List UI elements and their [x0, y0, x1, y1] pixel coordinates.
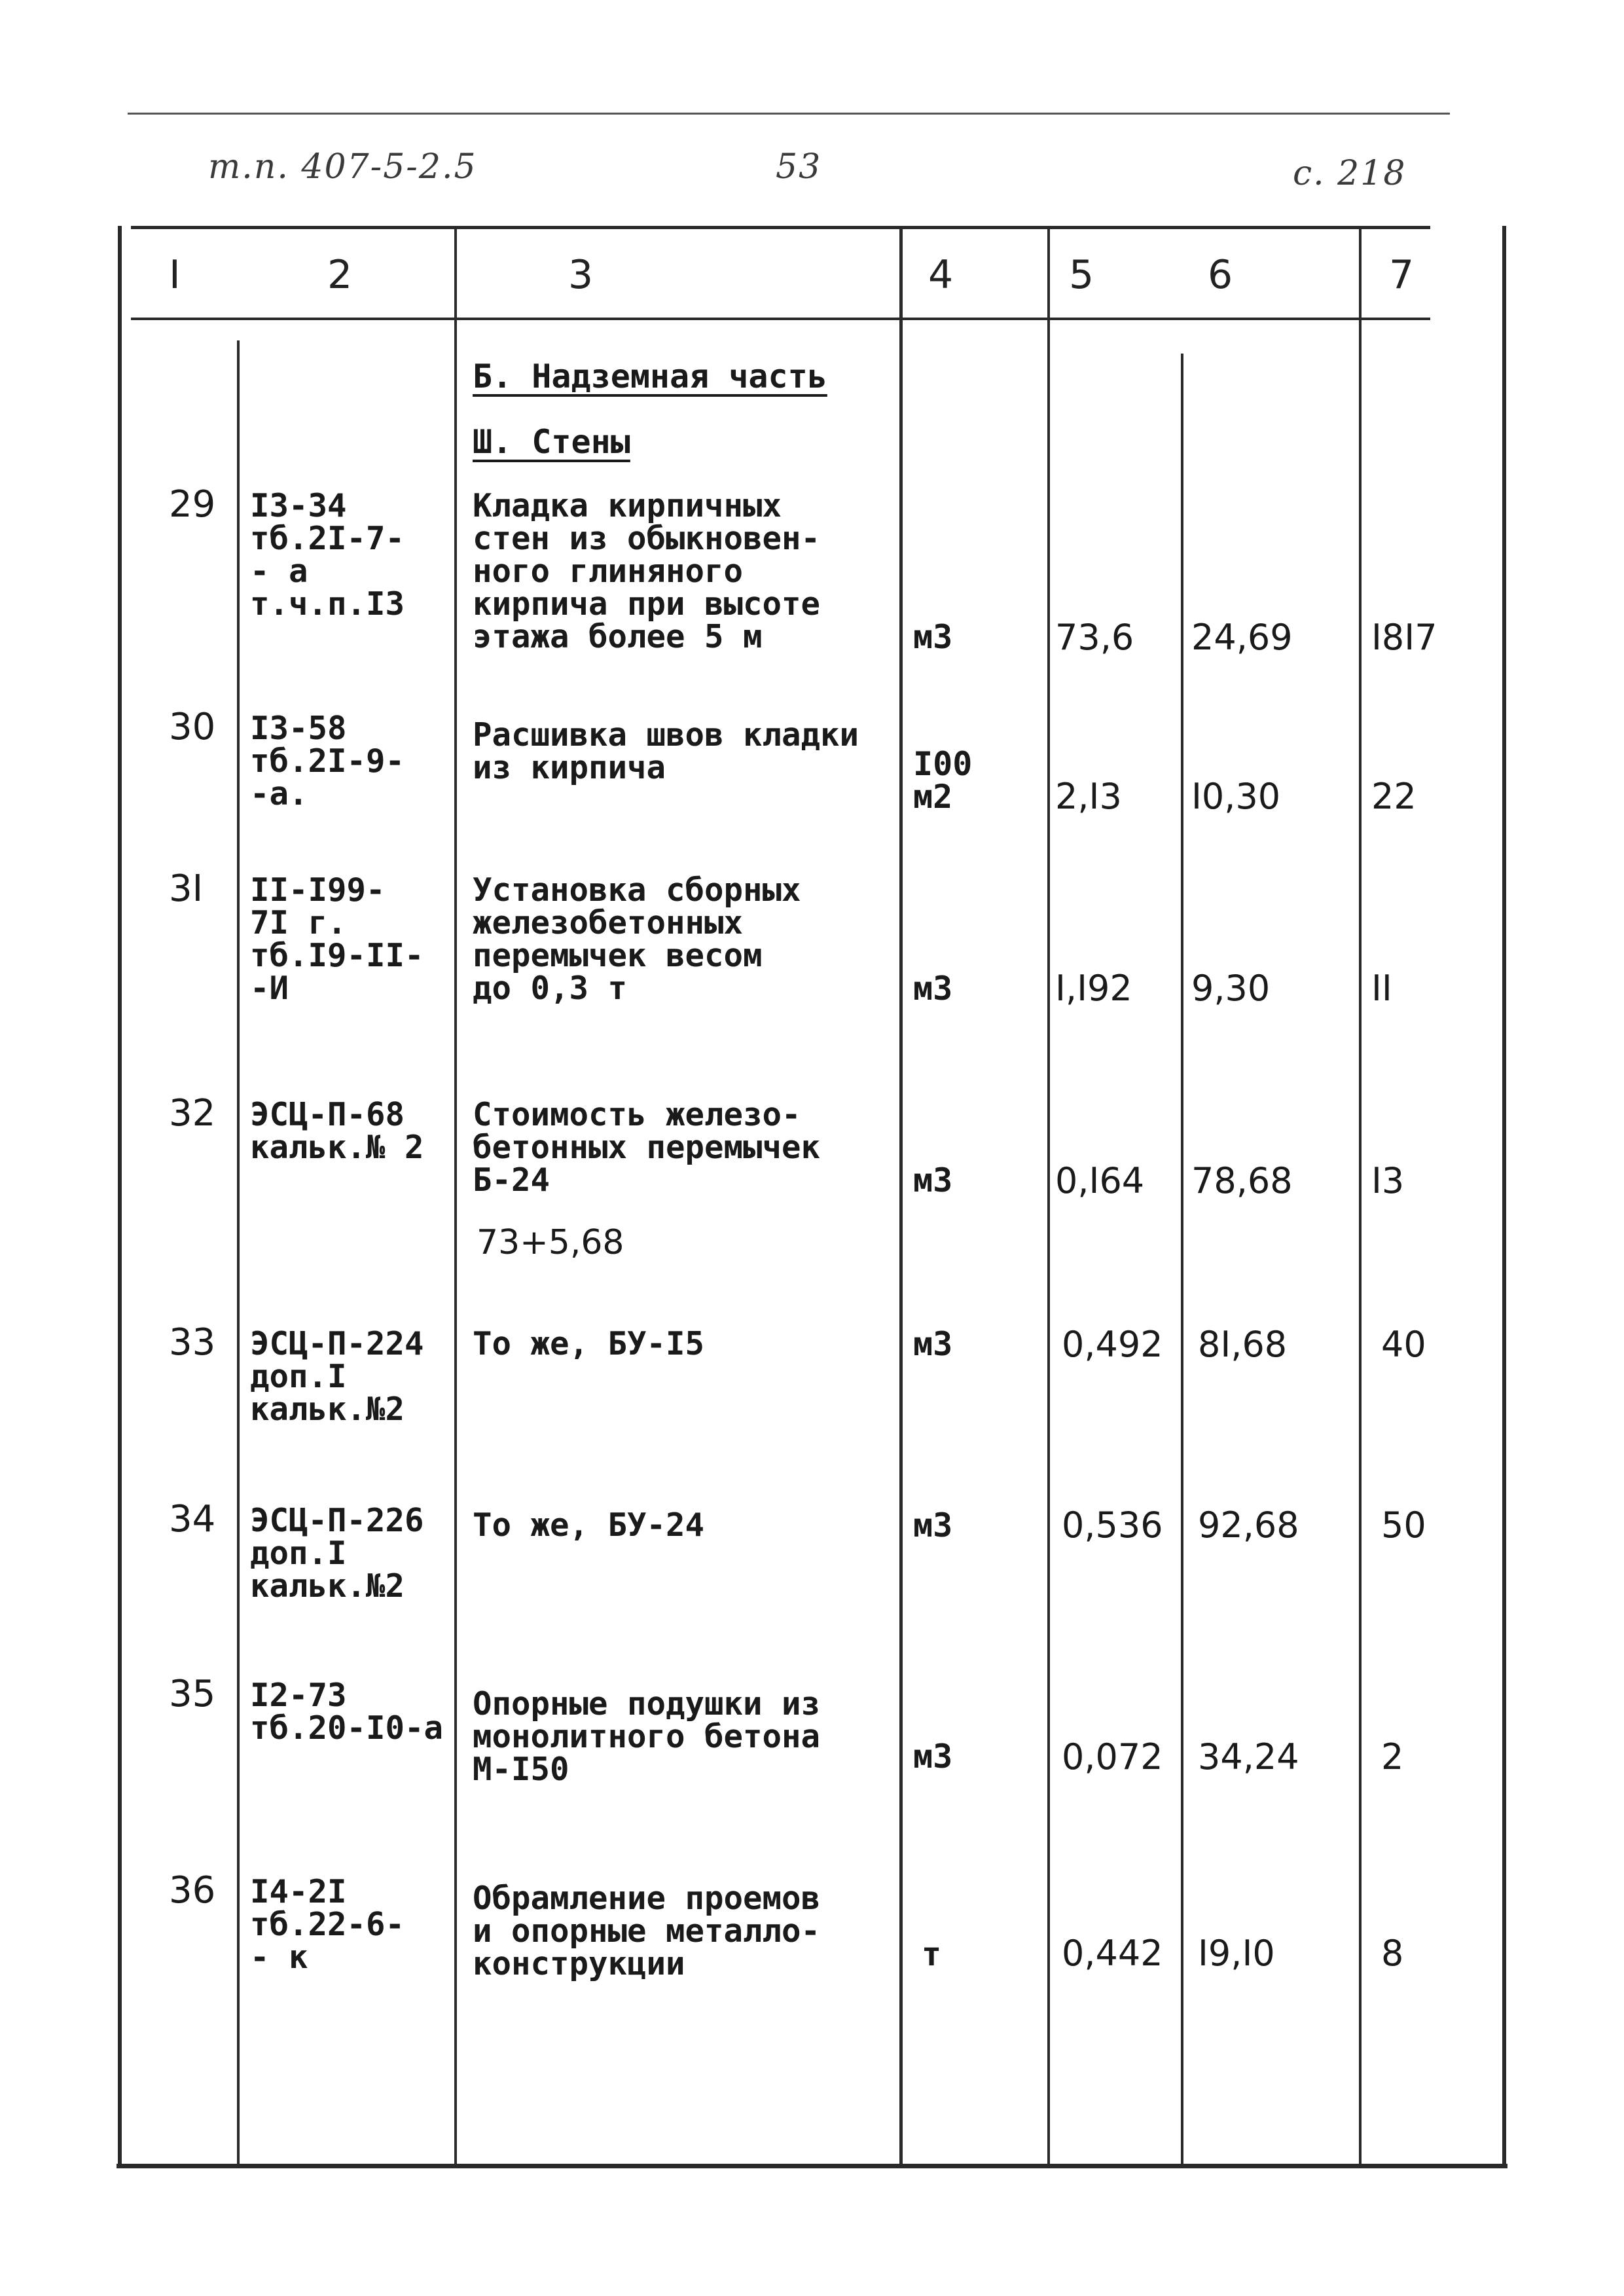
row-price: 9,30: [1191, 968, 1271, 1009]
row-code: ЭСЦ-П-68 кальк.№ 2: [250, 1096, 424, 1166]
row-number: 33: [169, 1321, 216, 1364]
row-quantity: 0,I64: [1055, 1160, 1145, 1201]
row-total: 40: [1381, 1324, 1426, 1365]
row-code: I2-73 тб.20-I0-а: [250, 1677, 444, 1747]
section-part-label: Б. Надземная часть: [473, 357, 827, 395]
column-number-6: 6: [1208, 252, 1233, 298]
row-price: 34,24: [1198, 1736, 1299, 1777]
header-row-separator: [131, 318, 1430, 320]
column-number-1: I: [169, 252, 181, 298]
row-description: Обрамление проемов и опорные металло- конструкции: [473, 1880, 821, 1982]
row-description: Расшивка швов кладки из кирпича: [473, 716, 859, 786]
page-number-center: 53: [776, 147, 822, 187]
row-code: I3-34 тб.2I-7- - а т.ч.п.I3: [250, 487, 405, 623]
row-unit: м3: [913, 970, 953, 1008]
row-description: Установка сборных железобетонных перемычек весом до 0,3 т: [473, 871, 801, 1007]
row-quantity: 0,492: [1062, 1324, 1163, 1365]
row-quantity: 0,072: [1062, 1736, 1163, 1777]
row-total: I8I7: [1371, 617, 1437, 658]
row-number: 30: [169, 706, 216, 748]
row-description: Стоимость железо- бетонных перемычек Б-24: [473, 1096, 821, 1199]
section-part-heading: [473, 359, 827, 394]
row-code: I4-2I тб.22-6- - к: [250, 1873, 405, 1976]
row-quantity: 0,442: [1062, 1933, 1163, 1974]
row-unit: I00 м2: [913, 745, 973, 816]
col-divider-2: [454, 226, 457, 2164]
row-number: 29: [169, 483, 216, 526]
row-number: 34: [169, 1498, 216, 1540]
row-total: 2: [1381, 1736, 1404, 1777]
row-unit: м3: [913, 1161, 953, 1199]
row-description: То же, БУ-I5: [473, 1325, 705, 1362]
section-chapter-label: Ш. Стены: [473, 423, 630, 461]
table-right-border: [1502, 226, 1506, 2167]
row-price: 8I,68: [1198, 1324, 1288, 1365]
column-number-2: 2: [327, 252, 353, 298]
col-divider-5: [1181, 354, 1183, 2164]
row-description: Кладка кирпичных стен из обыкновен- ного глиняного кирпича при высоте этажа более 5 м: [473, 487, 821, 655]
row-code: I3-58 тб.2I-9- -а.: [250, 710, 405, 812]
row-unit: м3: [913, 1325, 953, 1363]
row-description: То же, БУ-24: [473, 1506, 705, 1544]
row-code: ЭСЦ-П-226 доп.I кальк.№2: [250, 1502, 424, 1605]
row-price: 92,68: [1198, 1504, 1299, 1546]
col-divider-1: [237, 340, 240, 2164]
row-number: 32: [169, 1092, 216, 1135]
row-total: 22: [1371, 776, 1416, 817]
row-total: I3: [1371, 1160, 1405, 1201]
col-divider-4: [1047, 226, 1050, 2164]
row-price: I0,30: [1191, 776, 1281, 817]
top-edge-line: [128, 113, 1450, 115]
table-bottom-border: [117, 2164, 1507, 2168]
row-number: 3I: [169, 867, 204, 910]
row-unit: м3: [913, 1738, 953, 1776]
row-quantity: I,I92: [1055, 968, 1132, 1009]
row-price-note: 73+5,68: [477, 1223, 624, 1262]
row-code: ЭСЦ-П-224 доп.I кальк.№2: [250, 1325, 424, 1428]
row-unit: м3: [913, 1506, 953, 1544]
row-description: Опорные подушки из монолитного бетона М-I50: [473, 1685, 821, 1788]
col-divider-6: [1359, 226, 1362, 2164]
row-unit: м3: [913, 618, 953, 656]
row-unit: т: [922, 1935, 942, 1973]
row-code: II-I99- 7I г. тб.I9-II- -И: [250, 871, 424, 1007]
table-left-border: [118, 226, 122, 2167]
row-total: 50: [1381, 1504, 1426, 1546]
col-divider-3: [899, 226, 903, 2164]
row-price: 24,69: [1191, 617, 1293, 658]
row-total: 8: [1381, 1933, 1404, 1974]
row-quantity: 0,536: [1062, 1504, 1163, 1546]
row-number: 36: [169, 1869, 216, 1912]
row-number: 35: [169, 1673, 216, 1715]
column-number-4: 4: [928, 252, 954, 298]
document-code: т.п. 407-5-2.5: [208, 147, 477, 187]
row-quantity: 2,I3: [1055, 776, 1122, 817]
column-number-3: 3: [568, 252, 594, 298]
row-quantity: 73,6: [1055, 617, 1134, 658]
column-number-5: 5: [1069, 252, 1094, 298]
page-number-right: с. 218: [1293, 154, 1407, 193]
table-top-border: [131, 226, 1430, 229]
row-total: II: [1371, 968, 1392, 1009]
row-price: 78,68: [1191, 1160, 1293, 1201]
column-number-7: 7: [1389, 252, 1415, 298]
section-chapter-heading: [473, 424, 630, 460]
row-price: I9,I0: [1198, 1933, 1275, 1974]
